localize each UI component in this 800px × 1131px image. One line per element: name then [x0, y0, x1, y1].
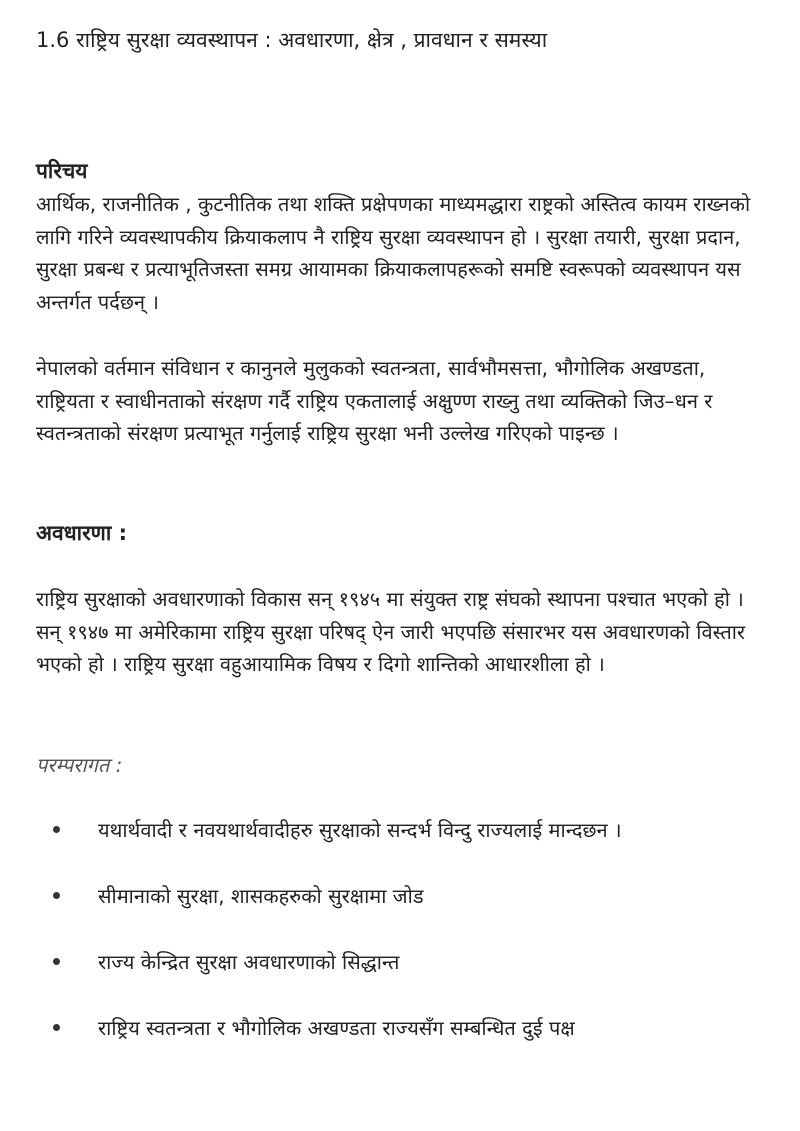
bullet-icon [53, 892, 60, 899]
list-item-text: राज्य केन्द्रित सुरक्षा अवधारणाको सिद्धान्त [98, 950, 400, 974]
intro-paragraph-2: नेपालको वर्तमान संविधान र कानुनले मुलुकको स्वतन्त्रता, सार्वभौमसत्ता, भौगोलिक अखण्डता, राष्ट्रियता र स्वाधीनताको संरक्षण गर्दै राष्ट्रिय एकतालाई अक्षुण्ण राख्नु तथा व्यक्तिको जिउ–धन र स्वतन्त्रताको संरक्षण प्रत्याभूत गर्नुलाई राष्ट्रिय सुरक्षा भनी उल्लेख गरिएको पाइन्छ । [36, 356, 713, 445]
bullet-icon [53, 958, 60, 965]
list-item [36, 1010, 766, 1076]
list-item [36, 944, 766, 1010]
bullet-icon [53, 826, 60, 833]
document-title: 1.6 राष्ट्रिय सुरक्षा व्यवस्थापन : अवधारणा, क्षेत्र , प्रावधान र समस्या [36, 28, 548, 52]
list-item-text: राष्ट्रिय स्वतन्त्रता र भौगोलिक अखण्डता राज्यसँग सम्बन्धित दुई पक्ष [98, 1016, 575, 1040]
intro-heading: परिचय [36, 159, 88, 183]
list-item [36, 878, 766, 944]
list-item [36, 812, 766, 878]
concept-paragraph: राष्ट्रिय सुरक्षाको अवधारणाको विकास सन् १९४५ मा संयुक्त राष्ट्र संघको स्थापना पश्चात भएको हो । सन् १९४७ मा अमेरिकामा राष्ट्रिय सुरक्षा परिषद् ऐन जारी भएपछि संसारभर यस अवधारणको विस्तार भएको हो । राष्ट्रिय सुरक्षा वहुआयामिक विषय र दिगो शान्तिको आधारशीला हो । [36, 587, 746, 676]
intro-paragraph-1: आर्थिक, राजनीतिक , कुटनीतिक तथा शक्ति प्रक्षेपणका माध्यमद्धारा राष्ट्रको अस्तित्व कायम राख्नको लागि गरिने व्यवस्थापकीय क्रियाकलाप नै राष्ट्रिय सुरक्षा व्यवस्थापन हो । सुरक्षा तयारी, सुरक्षा प्रदान, सुरक्षा प्रबन्ध र प्रत्याभूतिजस्ता समग्र आयामका क्रियाकलापहरूको समष्टि स्वरूपको व्यवस्थापन यस अन्तर्गत पर्दछन् । [36, 192, 751, 314]
concept-heading: अवधारणा : [36, 521, 127, 545]
traditional-bullet-list [36, 812, 766, 1076]
list-item-text: यथार्थवादी र नवयथार्थवादीहरु सुरक्षाको सन्दर्भ विन्दु राज्यलाई मान्दछन । [98, 818, 622, 842]
traditional-heading: परम्परागत : [36, 753, 123, 777]
list-item-text: सीमानाको सुरक्षा, शासकहरुको सुरक्षामा जोड [98, 884, 424, 908]
bullet-icon [53, 1024, 60, 1031]
